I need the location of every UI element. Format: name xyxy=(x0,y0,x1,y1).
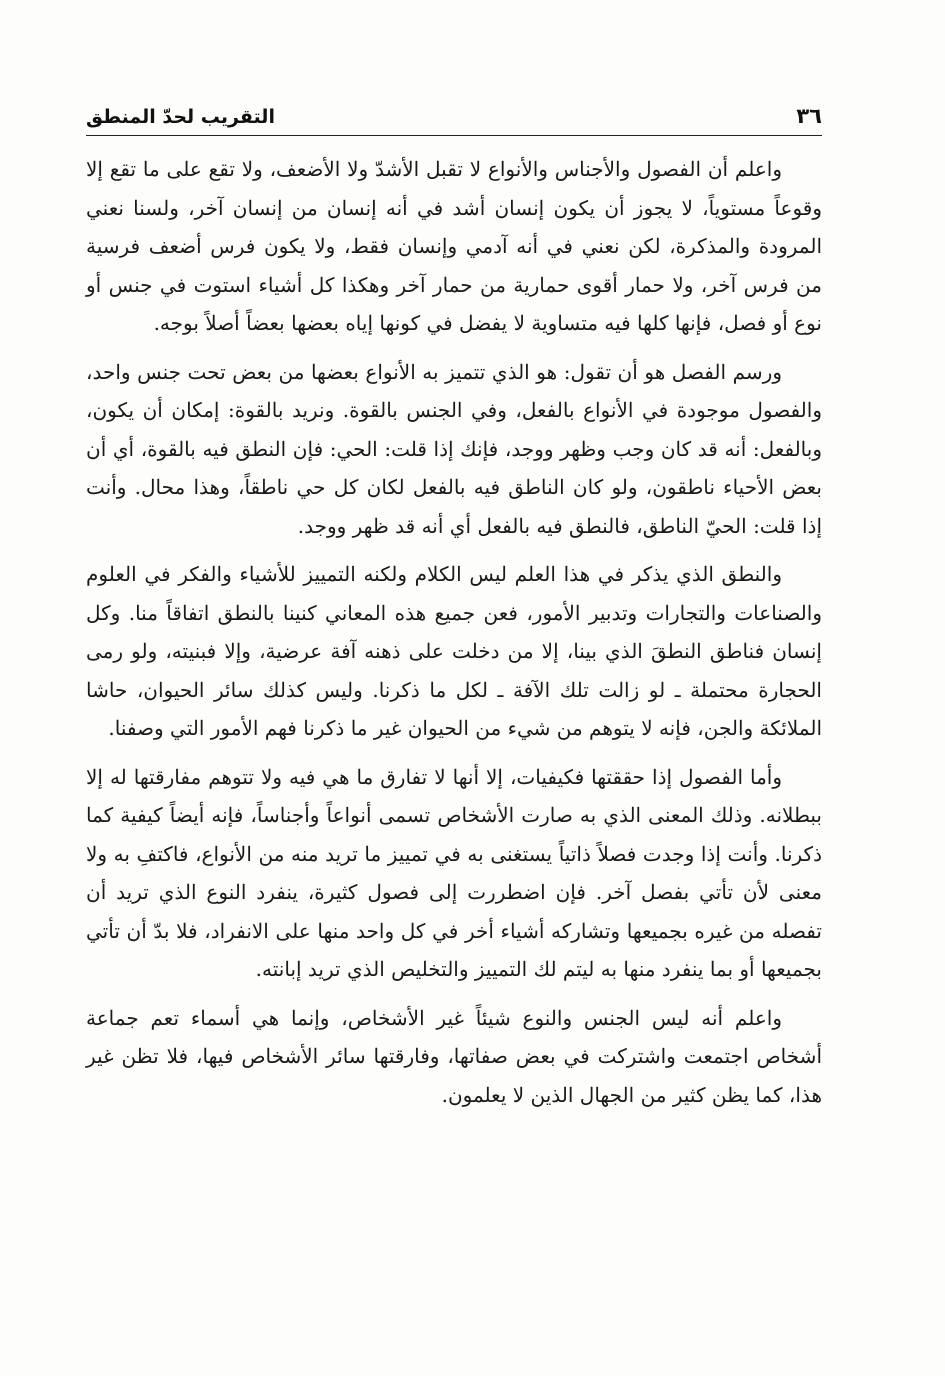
paragraph-2: ورسم الفصل هو أن تقول: هو الذي تتميز به الأنواع بعضها من بعض تحت جنس واحد، والفصول موجودة في الأنواع بالفعل، وفي الجنس بالقوة. ونريد بالقوة: إمكان أن يكون، وبالفعل: أنه قد كان وجب وظهر ووجد، فإنك إذا قلت: الحي: فإن النطق فيه بالقوة، أي أن بعض الأحياء ناطقون، ولو كان الناطق فيه بالفعل لكان كل حي ناطقاً، وهذا محال. وأنت إذا قلت: الحيّ الناطق، فالنطق فيه بالفعل أي أنه قد ظهر ووجد. xyxy=(86,359,822,538)
paragraph-5: واعلم أنه ليس الجنس والنوع شيئاً غير الأشخاص، وإنما هي أسماء تعم جماعة أشخاص اجتمعت واشتركت في بعض صفاتها، وفارقتها سائر الأشخاص فيها، فلا تظن غير هذا، كما يظن كثير من الجهال الذين لا يعلمون. xyxy=(86,1005,822,1107)
running-head xyxy=(86,96,822,128)
paragraph-1: واعلم أن الفصول والأجناس والأنواع لا تقبل الأشدّ ولا الأضعف، ولا تقع على ما تقع إلا وقوعاً مستوياً، لا يجوز أن يكون إنسان أشد في أنه إنسان من إنسان آخر، ولسنا نعني المرودة والمذكرة، لكن نعني في أنه آدمي وإنسان فقط، ولا يكون فرس أضعف فرسية من فرس آخر، ولا حمار أقوى حمارية من حمار آخر وهكذا كل أشياء استوت في جنس أو نوع أو فصل، فإنها كلها فيه متساوية لا يفضل في كونها إياه بعضها بعضاً أصلاً بوجه. xyxy=(86,157,822,335)
paragraph-4: وأما الفصول إذا حققتها فكيفيات، إلا أنها لا تفارق ما هي فيه ولا تتوهم مفارقتها له إلا ببطلانه. وذلك المعنى الذي به صارت الأشخاص تسمى أنواعاً وأجناساً، فإنه أيضاً كيفية كما ذكرنا. وأنت إذا وجدت فصلاً ذاتياً يستغنى به في تمييز ما تريد منه من الأنواع، فاكتفِ به ولا معنى لأن تأتي بفصل آخر. فإن اضطررت إلى فصول كثيرة، ينفرد النوع الذي تريد أن تفصله من غيره بجميعها وتشاركه أشياء أخر في كل واحد منها على الانفراد، فلا بدّ أن تأتي بجميعها أو بما ينفرد منها به ليتم لك التمييز والتخليص الذي تريد إبانته. xyxy=(86,764,822,981)
body-text xyxy=(86,150,822,1124)
running-title: التقريب لحدّ المنطق xyxy=(86,106,275,128)
page-number: ٣٦ xyxy=(796,104,822,128)
paragraph-3: والنطق الذي يذكر في هذا العلم ليس الكلام ولكنه التمييز للأشياء والفكر في العلوم والصناعات والتجارات وتدبير الأمور، فعن جميع هذه المعاني كنينا بالنطق اتفاقاً منا. وكل إنسان فناطق النطقَ الذي بينا، إلا من دخلت على ذهنه آفة عرضية، وإلا فبنيته، ولو رمى الحجارة محتملة ـ لو زالت تلك الآفة ـ لكل ما ذكرنا. وليس كذلك سائر الحيوان، حاشا الملائكة والجن، فإنه لا يتوهم من شيء من الحيوان غير ما ذكرنا فهم الأمور التي وصفنا. xyxy=(86,562,822,740)
header-divider xyxy=(86,135,822,136)
